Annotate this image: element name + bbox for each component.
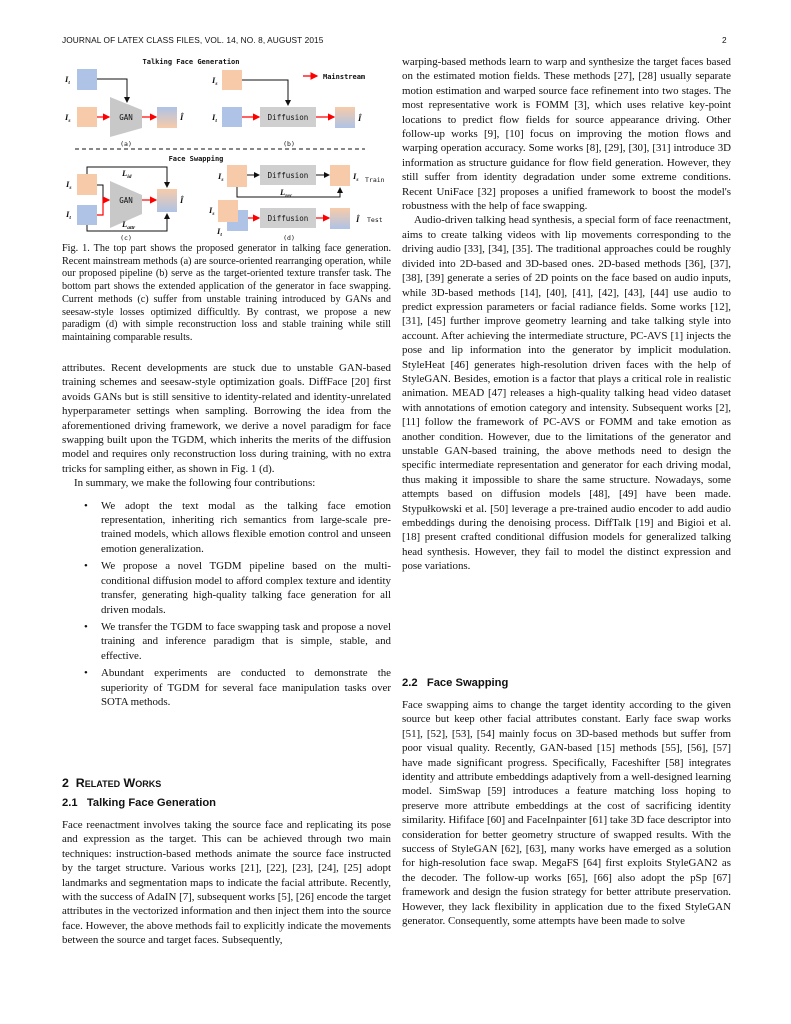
diffusion-label-d-train: Diffusion	[267, 171, 309, 180]
list-item: • We adopt the text modal as the talking face emotion representation, inheriting rich semantics from large-scale pre-trained models, which allows flexible emotion control and unseen emotion generalization.	[84, 499, 391, 555]
running-header: JOURNAL OF LATEX CLASS FILES, VOL. 14, NO. 8, AUGUST 2015	[62, 35, 324, 45]
right-column-bottom	[402, 698, 731, 929]
output-image-a	[157, 107, 177, 128]
output-label-c: Î	[180, 195, 184, 205]
subsection-heading: 2.1 Talking Face Generation	[62, 797, 216, 809]
svg-text:Lattr: $L_{attr}$	[122, 219, 136, 231]
svg-text:Is: $I_s$	[212, 75, 218, 87]
list-item: • Abundant experiments are conducted to demonstrate the superiority of TGDM for several face manipulation tasks over SOTA methods.	[84, 667, 391, 708]
bottom-title: Face Swapping	[168, 155, 224, 163]
source-image-c	[77, 174, 97, 195]
svg-text:It: $I_t$	[212, 112, 217, 124]
paragraph: Audio-driven talking head synthesis, a special form of face reenactment, aims to create talking videos with lip movements corresponding to the driving audio [33], [34], [35]. The traditional approaches could be roughly divided into 2D-based and 3D-based ones. 2D-based methods [36], [37], [38], [39] generate a series of 2D points on the face based on audio inputs, while 3D-based methods [14], [40], [41], [42], [43], [44] use audio to predict expression parameters or facial radiance fields. Some works [12], [31], [45] further improve geometry learning and take talking style into account. After achieving the intermediate structure, PC-AVS [1] injects the pose and lip information into the generator by implicit modulation. StyleHeat [46] generates high-resolution driven faces with the help of StyleGAN. Besides, emotion is a factor that plays a critical role in realistic animation. MEAD [47] releases a high-quality talking head video dataset with annotations of emotion category and intensity. Subsequent works [2], [11] follow the framework of PC-AVS or FOMM and take emotion as another condition. However, due to the limitations of the generator and unstable GAN-based training, the above methods need to design the specific intermediate representation and generator for each driving modal, thus making it impossible to share the same structure. Nowadays, some attempts based on diffusion models [48], [49] have been made. Stypułkowski et al. [50] leverage a pre-trained audio encoder to add audio embeddings during the denoising process. DiffTalk [19] and Bigioi et al. [18] present crafted conditional diffusion models for generalized talking head synthesis. However, they fail to model the distinct expression and pose variations.	[402, 214, 731, 573]
svg-text:It: $I_t$	[217, 226, 222, 238]
contributions-list	[62, 499, 391, 710]
test-label: Test	[367, 216, 383, 224]
svg-text:Is: $I_s$	[218, 171, 224, 183]
source-image-b	[222, 70, 242, 90]
output-image-d-test	[330, 208, 350, 229]
output-label-d: Î	[356, 214, 360, 224]
gan-label-c: GAN	[119, 196, 133, 205]
list-item: • We transfer the TGDM to face swapping task and propose a novel training and inference paradigm that is simple, stable, and effective.	[84, 620, 391, 662]
output-label-a: Î	[180, 112, 184, 122]
figure-1-diagram	[60, 50, 400, 250]
svg-text:Is: $I_s$	[353, 171, 359, 183]
output-image-b	[335, 107, 355, 128]
svg-text:Is: $I_s$	[66, 179, 72, 191]
paragraph: Face reenactment involves taking the source face and replicating its pose and expression as the target. This can be achieved through two main techniques: instruction-based methods animate the source face instructed by the target structure. Various works [21], [22], [23], [24], [25] adopt landmarks and segmentation maps to indicate the facial attribute. Recently, with the success of AdaIN [7], subsequent works [5], [26] encode the target attributes in the vectorized information and then inject them into the source face. However, the above methods fail to explicitly indicate the movements between the source and target faces. Subsequently,	[62, 819, 391, 947]
label-d: (d)	[283, 234, 295, 242]
left-column-top	[62, 361, 391, 712]
paragraph: warping-based methods learn to warp and synthesize the target faces based on the estimated motion fields. These methods [27], [28] usually separate motion estimation and warped source face refinement into two stages. The most representative work is FOMM [3], which uses relative key-point locations to predict flow fields for source appearance driving. Other follow-up works [9], [10] focus on improving the motion flows and warping operation accuracy. Some works [8], [29], [30], [31] introduce 3D information as structure guidance for flow field generation. However, they still suffer from identity degradation under some extreme conditions. Recent UniFace [32] proposes a unified framework to boost the model's robustness with the help of face swapping.	[402, 56, 731, 213]
section-heading: 2 Related Works	[62, 776, 162, 790]
svg-text:It: $I_t$	[66, 209, 71, 221]
subsection-heading: 2.2 Face Swapping	[402, 677, 509, 689]
right-column-top	[402, 55, 731, 574]
source-image-d-test	[218, 200, 238, 222]
svg-text:It: $I_t$	[65, 74, 70, 86]
svg-text:Is: $I_s$	[65, 112, 71, 124]
paragraph: attributes. Recent developments are stuck due to unstable GAN-based training schemes and seesaw-style optimization goals. DiffFace [20] first avoids GANs but is still sensitive to identity-related and identity-unrelated hyperparameter settings when sampling. Borrowing the idea from the aforementioned driving framework, we derive a novel paradigm for face swapping built upon the TGDM, which inherits the merits of the diffusion model and requires only reconstruction loss during training, with no extra tricks for sampling either, as shown in Fig. 1 (d).	[62, 362, 391, 475]
svg-text:Is: $I_s$	[209, 205, 215, 217]
label-b: (b)	[283, 140, 295, 148]
svg-text:Lid: $L_{id}$	[122, 168, 132, 180]
page-number: 2	[722, 35, 727, 45]
diffusion-label-b: Diffusion	[267, 113, 309, 122]
output-image-d-train	[330, 165, 350, 186]
target-image-a	[77, 69, 97, 90]
figure-caption: Fig. 1. The top part shows the proposed generator in talking face generation. Recent mainstream methods (a) are source-oriented rearranging operation, while our proposed pipeline (b) serve as the target-oriented texture transfer task. The bottom part shows the extended application of the generator in face swapping. Current methods (c) suffer from unstable training introduced by GANs and seesaw-style losses optimized difficultly. By contrast, we propose a new paradigm (d) with simple reconstruction loss and stable training while still maintaining comparable results.	[62, 243, 391, 343]
top-title: Talking Face Generation	[142, 58, 240, 66]
svg-text:Lrec: $L_{rec}$	[280, 187, 293, 199]
output-label-b: Î	[358, 113, 362, 123]
label-a: (a)	[120, 140, 132, 148]
gan-label-a: GAN	[119, 113, 133, 122]
list-item: • We propose a novel TGDM pipeline based on the multi-conditional diffusion model to afford complex texture and identity transfer, generating high-quality talking face generation for all driven modals.	[84, 560, 391, 616]
target-image-c	[77, 205, 97, 225]
target-image-b	[222, 107, 242, 127]
source-image-a	[77, 107, 97, 127]
legend-mainstream: Mainstream	[323, 73, 366, 81]
diffusion-label-d-test: Diffusion	[267, 214, 309, 223]
label-c: (c)	[120, 234, 132, 242]
output-image-c	[157, 189, 177, 212]
source-image-d-train	[227, 165, 247, 187]
paragraph: In summary, we make the following four contributions:	[74, 477, 316, 490]
paragraph: Face swapping aims to change the target identity according to the given source but keep other facial attributes constant. Early face swap works [51], [52], [53], [54] mainly focus on 3D-based methods but suffer from poor visual quality. Recently, GAN-based [15] methods [55], [56], [57] have made significant progress. Specifically, Faceshifter [58] integrates identity and attribute embeddings adaptively from a well-designed learning model. SimSwap [59] introduces a feature matching loss hoping to preserve more attribute embeddings at the cost of sacrificing identity similarity. Hififace [60] and FaceInpainter [61] take 3D face descriptor into consideration for better geometry structure of swapped results. With the success of StyleGAN [62], [63], many works have emerged as a solution for high-resolution face swap. MegaFS [64] first exploits StyleGAN2 as the decoder. The follow-up works [65], [66] also adopt the pSp [67] framework and design the fusion strategy for better attribute preservation. However, they lack flexibility in application due to the fixed StyleGAN generator. Consequently, some attempts have been made to solve	[402, 699, 731, 928]
left-column-bottom	[62, 818, 391, 948]
train-label: Train	[365, 176, 385, 184]
